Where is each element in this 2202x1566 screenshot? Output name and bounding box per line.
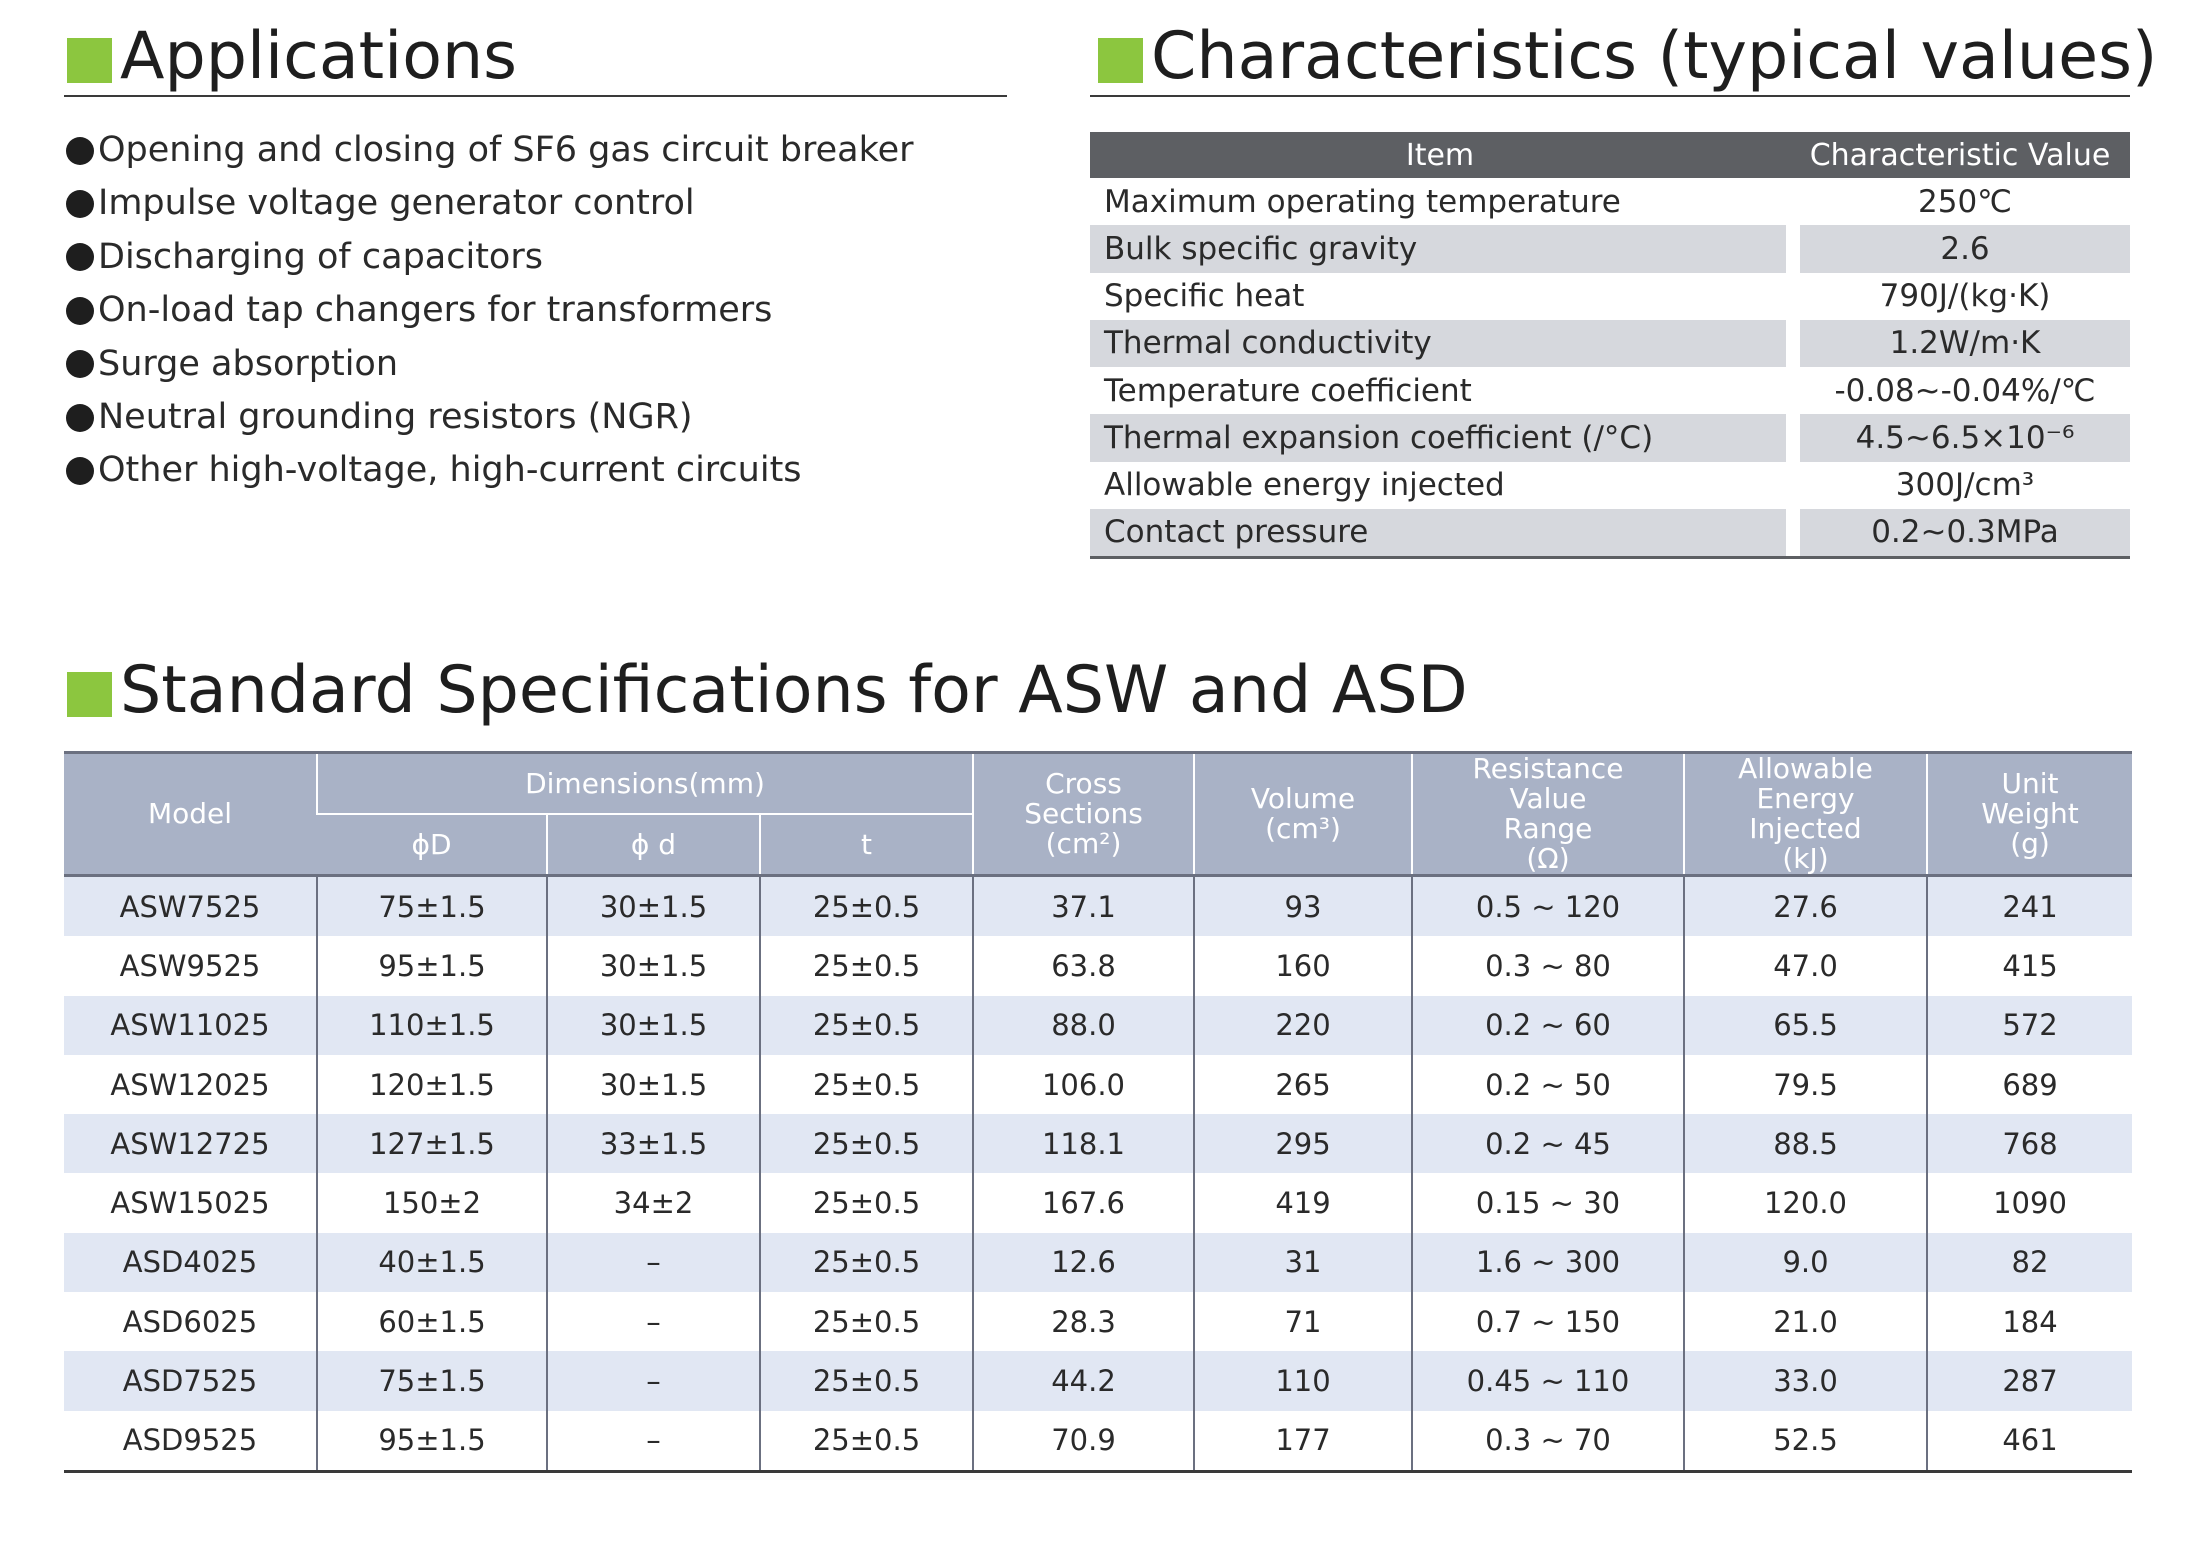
volume-cell: 93 [1194, 876, 1412, 937]
table-row [64, 876, 2132, 937]
model-cell: ASW9525 [119, 948, 261, 983]
list-item: Neutral grounding resistors (NGR) [66, 391, 914, 444]
bullet-icon [66, 350, 94, 378]
inner-diameter-cell: 30±1.5 [547, 996, 760, 1055]
applications-divider [64, 95, 1007, 97]
inner-diameter-cell: 30±1.5 [547, 876, 760, 937]
list-item: Other high-voltage, high-current circuits [66, 444, 914, 497]
model-cell: ASD7525 [64, 1351, 317, 1410]
resistance-cell: 0.15 ~ 30 [1412, 1173, 1684, 1232]
table-row [64, 1351, 2132, 1410]
header-model: Model [64, 753, 317, 876]
volume-cell: 419 [1194, 1173, 1412, 1232]
value-cell: 0.2~0.3MPa [1800, 509, 2130, 556]
table-row [1090, 225, 2130, 272]
volume-cell: 31 [1194, 1233, 1412, 1292]
value-cell: 250℃ [1918, 183, 2012, 220]
table-row [64, 996, 2132, 1055]
energy-cell: 120.0 [1684, 1173, 1927, 1232]
table-row [1090, 509, 2130, 556]
item-cell: Temperature coefficient [1104, 372, 1472, 409]
header-dimensions: Dimensions(mm) [317, 753, 973, 815]
characteristics-table [1090, 132, 2130, 559]
model-cell: ASW11025 [64, 996, 317, 1055]
header-energy: Allowable Energy Injected (kJ) [1684, 753, 1927, 876]
bullet-icon [66, 190, 94, 218]
weight-cell: 82 [1927, 1233, 2132, 1292]
cross-section-cell: 106.0 [973, 1055, 1194, 1114]
table-row [1090, 414, 2130, 461]
cross-section-cell: 12.6 [973, 1233, 1194, 1292]
cross-section-cell: 88.0 [973, 996, 1194, 1055]
value-cell: 300J/cm³ [1895, 467, 2035, 504]
model-cell: ASW12725 [64, 1114, 317, 1173]
bullet-icon [66, 404, 94, 432]
table-row [1090, 178, 2130, 225]
header-volume: Volume (cm³) [1194, 753, 1412, 876]
resistance-cell: 0.2 ~ 50 [1412, 1055, 1684, 1114]
item-cell: Bulk specific gravity [1090, 225, 1786, 272]
outer-diameter-cell: 95±1.5 [317, 936, 547, 995]
resistance-cell: 1.6 ~ 300 [1412, 1233, 1684, 1292]
item-cell: Maximum operating temperature [1104, 183, 1621, 220]
model-cell: ASD9525 [122, 1423, 258, 1458]
characteristics-title [1098, 19, 2158, 94]
cross-section-cell: 44.2 [973, 1351, 1194, 1410]
bullet-icon [66, 243, 94, 271]
weight-cell: 287 [1927, 1351, 2132, 1410]
inner-diameter-cell: – [547, 1411, 760, 1472]
specs-title-text: Standard Specifications for ASW and ASD [120, 653, 1468, 728]
col-item-header: Item [1405, 137, 1475, 173]
cross-section-cell: 167.6 [973, 1173, 1194, 1232]
table-row [1090, 462, 2130, 509]
header-inner-diameter: ϕ d [547, 814, 760, 876]
header-thickness: t [760, 814, 973, 876]
model-cell: ASW7525 [64, 876, 317, 937]
value-cell: 790J/(kg·K) [1879, 278, 2051, 315]
inner-diameter-cell: 34±2 [547, 1173, 760, 1232]
inner-diameter-cell: – [547, 1292, 760, 1351]
outer-diameter-cell: 150±2 [317, 1173, 547, 1232]
header-resistance: Resistance Value Range (Ω) [1412, 753, 1684, 876]
inner-diameter-cell: 30±1.5 [547, 936, 760, 995]
energy-cell: 9.0 [1684, 1233, 1927, 1292]
table-row [64, 1173, 2132, 1232]
energy-cell: 27.6 [1684, 876, 1927, 937]
resistance-cell: 0.7 ~ 150 [1412, 1292, 1684, 1351]
weight-cell: 1090 [1927, 1173, 2132, 1232]
outer-diameter-cell: 127±1.5 [317, 1114, 547, 1173]
resistance-cell: 0.5 ~ 120 [1412, 876, 1684, 937]
item-cell: Allowable energy injected [1104, 467, 1505, 504]
applications-title [67, 19, 518, 94]
specs-title [67, 653, 1468, 728]
volume-cell: 265 [1194, 1055, 1412, 1114]
list-item: Impulse voltage generator control [66, 177, 914, 230]
volume-cell: 160 [1194, 936, 1412, 995]
resistance-cell: 0.2 ~ 60 [1412, 996, 1684, 1055]
item-cell: Thermal conductivity [1090, 320, 1786, 367]
energy-cell: 52.5 [1684, 1411, 1927, 1472]
item-cell: Specific heat [1104, 278, 1305, 315]
table-row [64, 1411, 2132, 1472]
resistance-cell: 0.3 ~ 70 [1412, 1411, 1684, 1472]
characteristics-divider [1090, 95, 2130, 97]
inner-diameter-cell: – [547, 1351, 760, 1410]
bullet-icon [66, 457, 94, 485]
thickness-cell: 25±0.5 [760, 996, 973, 1055]
item-cell: Thermal expansion coefficient (/°C) [1090, 414, 1786, 461]
outer-diameter-cell: 40±1.5 [317, 1233, 547, 1292]
volume-cell: 71 [1194, 1292, 1412, 1351]
energy-cell: 47.0 [1684, 936, 1927, 995]
thickness-cell: 25±0.5 [760, 1055, 973, 1114]
header-outer-diameter: ϕD [317, 814, 547, 876]
thickness-cell: 25±0.5 [760, 1114, 973, 1173]
resistance-cell: 0.2 ~ 45 [1412, 1114, 1684, 1173]
model-cell: ASD4025 [64, 1233, 317, 1292]
volume-cell: 220 [1194, 996, 1412, 1055]
inner-diameter-cell: 33±1.5 [547, 1114, 760, 1173]
volume-cell: 110 [1194, 1351, 1412, 1410]
resistance-cell: 0.45 ~ 110 [1412, 1351, 1684, 1410]
thickness-cell: 25±0.5 [760, 936, 973, 995]
value-cell: 1.2W/m·K [1800, 320, 2130, 367]
weight-cell: 768 [1927, 1114, 2132, 1173]
table-row [1090, 273, 2130, 320]
applications-list [66, 124, 914, 498]
list-item: On-load tap changers for transformers [66, 284, 914, 337]
weight-cell: 461 [1927, 1411, 2132, 1472]
bullet-icon [66, 137, 94, 165]
weight-cell: 241 [1927, 876, 2132, 937]
applications-title-text: Applications [120, 19, 518, 94]
green-square-icon [67, 672, 112, 717]
cross-section-cell: 70.9 [973, 1411, 1194, 1472]
inner-diameter-cell: 30±1.5 [547, 1055, 760, 1114]
weight-cell: 572 [1927, 996, 2132, 1055]
green-square-icon [1098, 38, 1143, 83]
table-row [64, 1114, 2132, 1173]
value-cell: 2.6 [1800, 225, 2130, 272]
list-item: Discharging of capacitors [66, 231, 914, 284]
energy-cell: 21.0 [1684, 1292, 1927, 1351]
energy-cell: 33.0 [1684, 1351, 1927, 1410]
weight-cell: 689 [1927, 1055, 2132, 1114]
cross-section-cell: 28.3 [973, 1292, 1194, 1351]
cross-section-cell: 63.8 [973, 936, 1194, 995]
outer-diameter-cell: 95±1.5 [317, 1411, 547, 1472]
table-row [1090, 320, 2130, 367]
bullet-icon [66, 297, 94, 325]
model-cell: ASD6025 [122, 1304, 258, 1339]
list-item: Surge absorption [66, 338, 914, 391]
energy-cell: 65.5 [1684, 996, 1927, 1055]
resistance-cell: 0.3 ~ 80 [1412, 936, 1684, 995]
weight-cell: 415 [1927, 936, 2132, 995]
energy-cell: 79.5 [1684, 1055, 1927, 1114]
characteristics-header-row [1090, 132, 2130, 178]
thickness-cell: 25±0.5 [760, 876, 973, 937]
cross-section-cell: 118.1 [973, 1114, 1194, 1173]
outer-diameter-cell: 110±1.5 [317, 996, 547, 1055]
col-value-header: Characteristic Value [1809, 137, 2111, 173]
energy-cell: 88.5 [1684, 1114, 1927, 1173]
thickness-cell: 25±0.5 [760, 1411, 973, 1472]
table-row [64, 1292, 2132, 1351]
thickness-cell: 25±0.5 [760, 1233, 973, 1292]
cross-section-cell: 37.1 [973, 876, 1194, 937]
outer-diameter-cell: 75±1.5 [317, 876, 547, 937]
characteristics-title-text: Characteristics (typical values) [1151, 19, 2158, 94]
outer-diameter-cell: 120±1.5 [317, 1055, 547, 1114]
model-cell: ASW15025 [110, 1186, 270, 1221]
model-cell: ASW12025 [110, 1067, 270, 1102]
table-row [1090, 367, 2130, 414]
volume-cell: 177 [1194, 1411, 1412, 1472]
weight-cell: 184 [1927, 1292, 2132, 1351]
outer-diameter-cell: 60±1.5 [317, 1292, 547, 1351]
volume-cell: 295 [1194, 1114, 1412, 1173]
value-cell: -0.08~-0.04%/℃ [1834, 372, 2096, 409]
thickness-cell: 25±0.5 [760, 1292, 973, 1351]
item-cell: Contact pressure [1090, 509, 1786, 556]
list-item: Opening and closing of SF6 gas circuit breaker [66, 124, 914, 177]
specifications-table [64, 751, 2132, 1473]
inner-diameter-cell: – [547, 1233, 760, 1292]
table-row [64, 936, 2132, 995]
header-unit-weight: Unit Weight (g) [1927, 753, 2132, 876]
green-square-icon [67, 38, 112, 83]
thickness-cell: 25±0.5 [760, 1173, 973, 1232]
table-row [64, 1233, 2132, 1292]
header-cross-sections: Cross Sections (cm²) [973, 753, 1194, 876]
table-row [64, 1055, 2132, 1114]
thickness-cell: 25±0.5 [760, 1351, 973, 1410]
outer-diameter-cell: 75±1.5 [317, 1351, 547, 1410]
value-cell: 4.5~6.5×10⁻⁶ [1800, 414, 2130, 461]
characteristics-bottom-rule [1090, 556, 2130, 559]
